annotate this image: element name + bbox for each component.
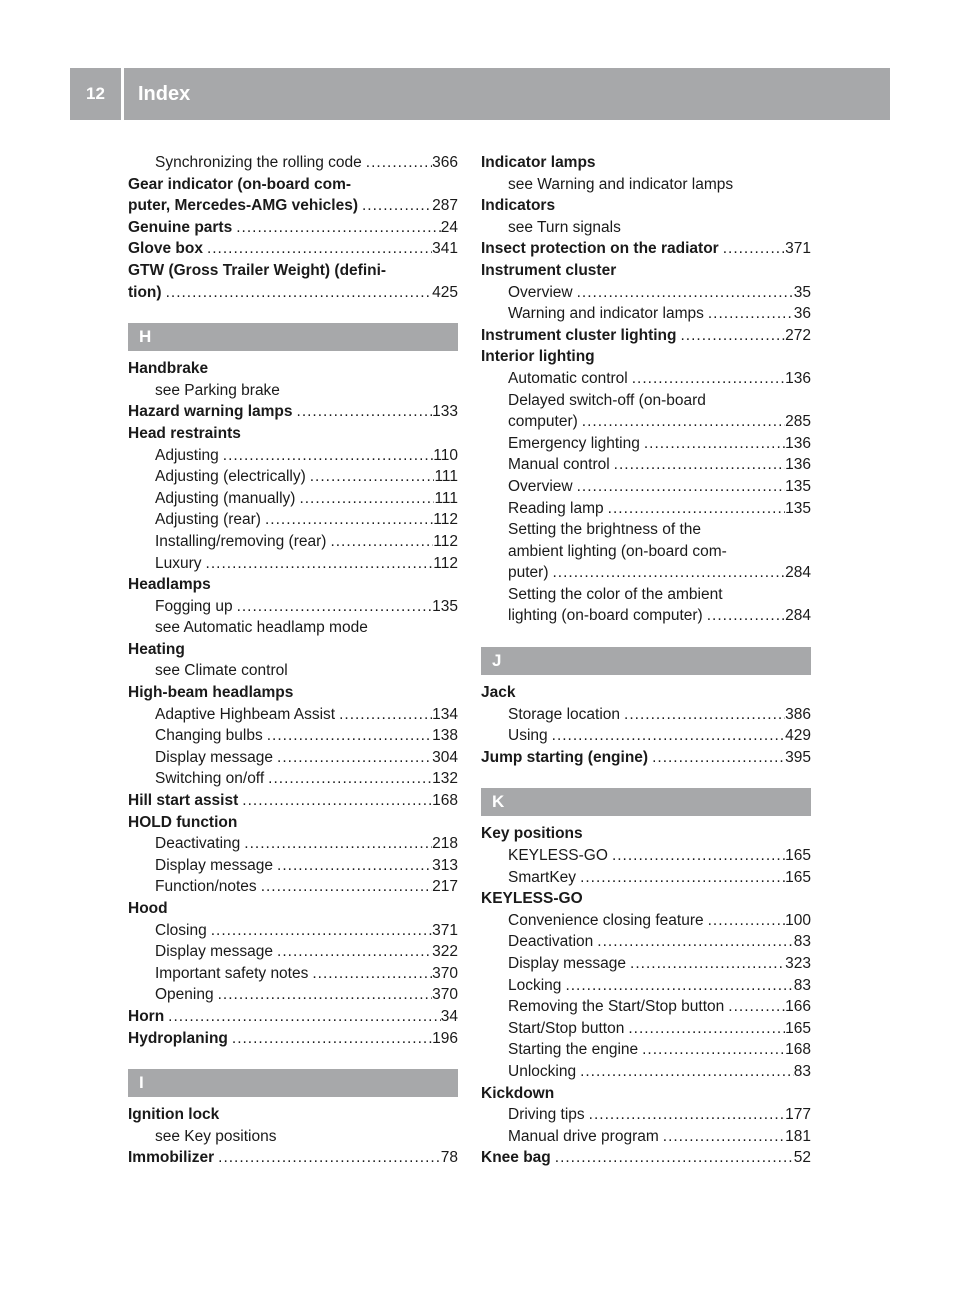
leader-dots bbox=[628, 368, 785, 390]
page-reference: 371 bbox=[785, 240, 811, 258]
page-reference: 165 bbox=[785, 868, 811, 886]
page-reference: 395 bbox=[785, 748, 811, 766]
leader-dots bbox=[295, 488, 434, 510]
page-reference: 272 bbox=[785, 326, 811, 344]
entry-text: Setting the color of the ambient bbox=[508, 585, 723, 603]
index-entry bbox=[481, 152, 811, 174]
index-entry bbox=[128, 682, 458, 704]
entry-text: Instrument cluster lighting bbox=[481, 326, 677, 344]
entry-text: Locking bbox=[508, 976, 562, 994]
page-reference: 132 bbox=[432, 770, 458, 788]
entry-text: Installing/removing (rear) bbox=[155, 532, 327, 550]
index-subentry bbox=[481, 519, 811, 541]
index-subentry bbox=[481, 303, 811, 325]
entry-text: Interior lighting bbox=[481, 348, 595, 366]
leader-dots bbox=[273, 855, 432, 877]
index-subentry bbox=[481, 476, 811, 498]
index-entry bbox=[128, 217, 458, 239]
leader-dots bbox=[638, 1039, 785, 1061]
index-subentry bbox=[481, 725, 811, 747]
page-reference: 138 bbox=[432, 727, 458, 745]
entry-text: Heating bbox=[128, 640, 185, 658]
leader-dots bbox=[548, 725, 785, 747]
index-entry bbox=[481, 1147, 811, 1169]
entry-text: KEYLESS-GO bbox=[481, 890, 583, 908]
leader-dots bbox=[308, 963, 432, 985]
entry-text: Indicators bbox=[481, 197, 556, 215]
entry-text: puter, Mercedes-AMG vehicles) bbox=[128, 197, 358, 215]
index-subentry bbox=[128, 445, 458, 467]
leader-dots bbox=[648, 747, 785, 769]
leader-dots bbox=[261, 509, 433, 531]
leader-dots bbox=[358, 195, 432, 217]
page-reference: 135 bbox=[785, 499, 811, 517]
page-reference: 110 bbox=[433, 446, 458, 464]
page-reference: 370 bbox=[432, 986, 458, 1004]
leader-dots bbox=[604, 498, 785, 520]
page-reference: 111 bbox=[434, 489, 458, 507]
leader-dots bbox=[228, 1028, 432, 1050]
leader-dots bbox=[273, 941, 432, 963]
leader-dots bbox=[576, 867, 785, 889]
page-reference: 341 bbox=[432, 240, 458, 258]
entry-text: Insect protection on the radiator bbox=[481, 240, 719, 258]
page-title: Index bbox=[138, 82, 191, 105]
index-subentry bbox=[128, 466, 458, 488]
index-subentry bbox=[128, 488, 458, 510]
entry-text: Handbrake bbox=[128, 360, 209, 378]
index-subentry bbox=[128, 747, 458, 769]
index-subentry bbox=[481, 953, 811, 975]
index-entry bbox=[128, 1104, 458, 1126]
index-subentry bbox=[128, 920, 458, 942]
entry-text: see Key positions bbox=[155, 1127, 277, 1145]
page-reference: 112 bbox=[433, 554, 458, 572]
entry-text: tion) bbox=[128, 283, 162, 301]
entry-text: Adjusting (electrically) bbox=[155, 468, 306, 486]
index-subentry bbox=[481, 584, 811, 606]
index-entry bbox=[481, 195, 811, 217]
leader-dots bbox=[257, 876, 432, 898]
index-subentry bbox=[128, 725, 458, 747]
index-subentry bbox=[481, 605, 811, 627]
leader-dots bbox=[203, 238, 432, 260]
entry-text: Emergency lighting bbox=[508, 434, 640, 452]
index-subentry bbox=[481, 390, 811, 412]
entry-text: Display message bbox=[508, 955, 627, 972]
entry-text: Opening bbox=[155, 986, 214, 1004]
entry-text: see Climate control bbox=[155, 662, 288, 680]
leader-dots bbox=[593, 931, 793, 953]
entry-text: Removing the Start/Stop button bbox=[508, 998, 725, 1016]
leader-dots bbox=[214, 1147, 441, 1169]
leader-dots bbox=[719, 238, 785, 260]
index-subentry bbox=[128, 833, 458, 855]
page-reference: 35 bbox=[793, 283, 811, 301]
leader-dots bbox=[578, 411, 785, 433]
index-entry bbox=[481, 325, 811, 347]
leader-dots bbox=[608, 845, 785, 867]
leader-dots bbox=[238, 790, 432, 812]
page-reference: 168 bbox=[432, 792, 458, 810]
index-entry bbox=[128, 282, 458, 304]
page-reference: 135 bbox=[785, 477, 811, 495]
entry-text: Reading lamp bbox=[508, 499, 604, 517]
index-subentry bbox=[481, 975, 811, 997]
entry-text: Headlamps bbox=[128, 576, 211, 594]
entry-text: see Turn signals bbox=[508, 218, 621, 236]
leader-dots bbox=[362, 152, 432, 174]
page-reference: 196 bbox=[432, 1029, 458, 1047]
entry-text: Manual drive program bbox=[508, 1127, 659, 1145]
entry-text: Luxury bbox=[155, 554, 202, 572]
section-letter-header: I bbox=[128, 1069, 458, 1097]
entry-text: Horn bbox=[128, 1007, 165, 1025]
page-reference: 112 bbox=[433, 532, 458, 550]
leader-dots bbox=[624, 1018, 785, 1040]
entry-text: Manual control bbox=[508, 456, 610, 474]
page-header bbox=[70, 68, 890, 120]
entry-text: Hydroplaning bbox=[128, 1029, 228, 1047]
entry-text: Jump starting (engine) bbox=[481, 748, 649, 766]
page-reference: 36 bbox=[793, 305, 811, 323]
entry-text: Adjusting (manually) bbox=[155, 489, 296, 507]
page-reference: 135 bbox=[432, 597, 458, 615]
leader-dots bbox=[561, 975, 793, 997]
index-subentry bbox=[481, 411, 811, 433]
entry-text: Indicator lamps bbox=[481, 154, 596, 171]
entry-text: Adaptive Highbeam Assist bbox=[155, 705, 336, 723]
leader-dots bbox=[273, 747, 432, 769]
index-subentry bbox=[481, 217, 811, 239]
entry-text: KEYLESS-GO bbox=[508, 847, 608, 865]
entry-text: GTW (Gross Trailer Weight) (defini- bbox=[128, 261, 387, 279]
index-subentry bbox=[128, 531, 458, 553]
leader-dots bbox=[233, 596, 433, 618]
page-reference: 181 bbox=[785, 1127, 811, 1145]
index-entry bbox=[128, 812, 458, 834]
index-entry bbox=[481, 682, 811, 704]
entry-text: Hill start assist bbox=[128, 792, 239, 810]
leader-dots bbox=[676, 325, 785, 347]
page-reference: 285 bbox=[785, 413, 811, 431]
page-reference: 166 bbox=[785, 998, 811, 1016]
entry-text: Fogging up bbox=[155, 597, 233, 615]
leader-dots bbox=[573, 476, 786, 498]
entry-text: Display message bbox=[155, 856, 274, 874]
entry-text: Genuine parts bbox=[128, 218, 233, 236]
leader-dots bbox=[306, 466, 435, 488]
entry-text: Jack bbox=[481, 684, 516, 702]
entry-text: Warning and indicator lamps bbox=[508, 305, 704, 323]
page-reference: 83 bbox=[793, 1062, 811, 1080]
index-subentry bbox=[128, 704, 458, 726]
page-reference: 134 bbox=[432, 705, 458, 723]
leader-dots bbox=[232, 217, 441, 239]
entry-text: Knee bag bbox=[481, 1149, 551, 1167]
entry-text: Hazard warning lamps bbox=[128, 403, 293, 421]
entry-text: Convenience closing feature bbox=[508, 911, 704, 929]
page-reference: 112 bbox=[433, 511, 458, 529]
index-subentry bbox=[128, 617, 458, 639]
page-reference: 111 bbox=[434, 468, 458, 486]
leader-dots bbox=[263, 725, 432, 747]
index-subentry bbox=[128, 152, 458, 174]
entry-text: Ignition lock bbox=[128, 1106, 220, 1124]
index-subentry bbox=[481, 867, 811, 889]
index-entry bbox=[128, 195, 458, 217]
index-entry bbox=[481, 346, 811, 368]
entry-text: Gear indicator (on-board com- bbox=[128, 175, 352, 193]
entry-text: Storage location bbox=[508, 705, 621, 723]
page-reference: 366 bbox=[432, 154, 458, 171]
leader-dots bbox=[576, 1061, 794, 1083]
entry-text: Switching on/off bbox=[155, 770, 265, 788]
page-reference: 371 bbox=[432, 921, 458, 939]
page-reference: 52 bbox=[793, 1149, 811, 1167]
entry-text: Changing bulbs bbox=[155, 727, 263, 745]
page-reference: 136 bbox=[785, 369, 811, 387]
index-entry bbox=[128, 790, 458, 812]
index-entry bbox=[128, 358, 458, 380]
leader-dots bbox=[214, 984, 433, 1006]
leader-dots bbox=[551, 1147, 794, 1169]
index-subentry bbox=[481, 845, 811, 867]
index-entry bbox=[128, 574, 458, 596]
page-reference: 284 bbox=[785, 564, 811, 582]
entry-text: lighting (on-board computer) bbox=[508, 607, 703, 625]
entry-text: Display message bbox=[155, 943, 274, 961]
index-subentry bbox=[481, 1126, 811, 1148]
index-subentry bbox=[481, 1039, 811, 1061]
entry-text: SmartKey bbox=[508, 868, 577, 886]
page-reference: 322 bbox=[432, 943, 458, 961]
page-reference: 177 bbox=[785, 1106, 811, 1124]
page-reference: 168 bbox=[785, 1041, 811, 1059]
index-subentry bbox=[481, 454, 811, 476]
index-subentry bbox=[481, 562, 811, 584]
index-subentry bbox=[481, 541, 811, 563]
page-reference: 165 bbox=[785, 1019, 811, 1037]
entry-text: Key positions bbox=[481, 825, 583, 843]
index-entry bbox=[481, 260, 811, 282]
index-subentry bbox=[481, 1061, 811, 1083]
index-subentry bbox=[128, 553, 458, 575]
index-subentry bbox=[128, 876, 458, 898]
page-reference: 165 bbox=[785, 847, 811, 865]
index-column-right bbox=[481, 152, 811, 1169]
leader-dots bbox=[573, 282, 794, 304]
leader-dots bbox=[162, 282, 433, 304]
entry-text: Instrument cluster bbox=[481, 261, 617, 279]
leader-dots bbox=[335, 704, 432, 726]
entry-text: puter) bbox=[508, 564, 549, 582]
index-entry bbox=[128, 401, 458, 423]
entry-text: Function/notes bbox=[155, 878, 257, 896]
index-subentry bbox=[128, 768, 458, 790]
entry-text: Automatic control bbox=[508, 369, 628, 387]
entry-text: Closing bbox=[155, 921, 207, 939]
index-entry bbox=[128, 238, 458, 260]
leader-dots bbox=[164, 1006, 441, 1028]
index-subentry bbox=[481, 1018, 811, 1040]
leader-dots bbox=[620, 704, 785, 726]
page-reference: 83 bbox=[793, 933, 811, 951]
index-subentry bbox=[128, 855, 458, 877]
leader-dots bbox=[207, 920, 432, 942]
index-column-left bbox=[128, 152, 458, 1169]
entry-text: Unlocking bbox=[508, 1062, 577, 1080]
entry-text: Delayed switch-off (on-board bbox=[508, 391, 706, 409]
leader-dots bbox=[585, 1104, 785, 1126]
index-entry bbox=[481, 1083, 811, 1105]
page-reference: 323 bbox=[785, 955, 811, 972]
index-entry bbox=[481, 823, 811, 845]
page-reference: 313 bbox=[432, 856, 458, 874]
entry-text: Starting the engine bbox=[508, 1041, 639, 1059]
page-reference: 100 bbox=[785, 911, 811, 929]
index-subentry bbox=[481, 704, 811, 726]
index-subentry bbox=[128, 941, 458, 963]
index-subentry bbox=[128, 963, 458, 985]
entry-text: ambient lighting (on-board com- bbox=[508, 542, 727, 560]
entry-text: Using bbox=[508, 727, 548, 745]
page-reference: 386 bbox=[785, 705, 811, 723]
index-subentry bbox=[481, 282, 811, 304]
page-number: 12 bbox=[70, 68, 124, 120]
entry-text: Synchronizing the rolling code bbox=[155, 154, 362, 171]
page-reference: 136 bbox=[785, 456, 811, 474]
leader-dots bbox=[293, 401, 433, 423]
entry-text: Head restraints bbox=[128, 424, 241, 442]
leader-dots bbox=[549, 562, 786, 584]
index-entry bbox=[128, 1147, 458, 1169]
index-entry bbox=[481, 747, 811, 769]
index-entry bbox=[128, 898, 458, 920]
entry-text: Glove box bbox=[128, 240, 203, 258]
section-letter-header: J bbox=[481, 647, 811, 675]
index-subentry bbox=[128, 596, 458, 618]
page-reference: 24 bbox=[440, 218, 458, 236]
entry-text: Adjusting bbox=[155, 446, 219, 464]
entry-text: Kickdown bbox=[481, 1084, 555, 1102]
leader-dots bbox=[240, 833, 432, 855]
leader-dots bbox=[704, 910, 786, 932]
leader-dots bbox=[724, 996, 785, 1018]
page-reference: 284 bbox=[785, 607, 811, 625]
leader-dots bbox=[640, 433, 785, 455]
leader-dots bbox=[704, 303, 794, 325]
index-subentry bbox=[481, 931, 811, 953]
page-reference: 133 bbox=[432, 403, 458, 421]
index-entry bbox=[481, 888, 811, 910]
page-reference: 218 bbox=[432, 835, 458, 853]
index-subentry bbox=[481, 910, 811, 932]
entry-text: Deactivation bbox=[508, 933, 594, 951]
page-reference: 425 bbox=[432, 283, 458, 301]
index-entry bbox=[128, 260, 458, 282]
entry-text: see Automatic headlamp mode bbox=[155, 619, 368, 637]
index-subentry bbox=[481, 433, 811, 455]
entry-text: Setting the brightness of the bbox=[508, 521, 702, 539]
index-subentry bbox=[128, 509, 458, 531]
entry-text: Hood bbox=[128, 900, 168, 917]
page-reference: 429 bbox=[785, 727, 811, 745]
leader-dots bbox=[202, 553, 434, 575]
index-entry bbox=[128, 1006, 458, 1028]
index-subentry bbox=[481, 368, 811, 390]
entry-text: Important safety notes bbox=[155, 964, 309, 982]
leader-dots bbox=[219, 445, 434, 467]
index-subentry bbox=[481, 1104, 811, 1126]
index-subentry bbox=[481, 996, 811, 1018]
entry-text: Adjusting (rear) bbox=[155, 511, 261, 529]
entry-text: Driving tips bbox=[508, 1106, 585, 1124]
section-letter-header: H bbox=[128, 323, 458, 351]
entry-text: Display message bbox=[155, 748, 274, 766]
index-subentry bbox=[481, 174, 811, 196]
index-subentry bbox=[128, 1126, 458, 1148]
leader-dots bbox=[626, 953, 785, 975]
page-reference: 83 bbox=[793, 976, 811, 994]
index-subentry bbox=[128, 380, 458, 402]
section-letter-header: K bbox=[481, 788, 811, 816]
page-reference: 217 bbox=[432, 878, 458, 896]
page-reference: 78 bbox=[440, 1149, 458, 1167]
index-entry bbox=[128, 639, 458, 661]
leader-dots bbox=[326, 531, 433, 553]
page-reference: 370 bbox=[432, 964, 458, 982]
index-entry bbox=[128, 1028, 458, 1050]
page-reference: 304 bbox=[432, 748, 458, 766]
entry-text: High-beam headlamps bbox=[128, 684, 294, 702]
index-entry bbox=[481, 238, 811, 260]
leader-dots bbox=[659, 1126, 785, 1148]
index-entry bbox=[128, 423, 458, 445]
entry-text: HOLD function bbox=[128, 813, 238, 831]
entry-text: Overview bbox=[508, 477, 573, 495]
index-subentry bbox=[481, 498, 811, 520]
leader-dots bbox=[264, 768, 432, 790]
entry-text: Deactivating bbox=[155, 835, 241, 853]
leader-dots bbox=[703, 605, 785, 627]
page-reference: 34 bbox=[440, 1007, 458, 1025]
entry-text: see Parking brake bbox=[155, 381, 280, 399]
index-entry bbox=[128, 174, 458, 196]
leader-dots bbox=[610, 454, 785, 476]
entry-text: computer) bbox=[508, 413, 578, 431]
page-reference: 287 bbox=[432, 197, 458, 215]
entry-text: Start/Stop button bbox=[508, 1019, 625, 1037]
entry-text: see Warning and indicator lamps bbox=[508, 175, 734, 193]
index-subentry bbox=[128, 984, 458, 1006]
entry-text: Overview bbox=[508, 283, 573, 301]
entry-text: Immobilizer bbox=[128, 1149, 215, 1167]
index-subentry bbox=[128, 660, 458, 682]
page-reference: 136 bbox=[785, 434, 811, 452]
